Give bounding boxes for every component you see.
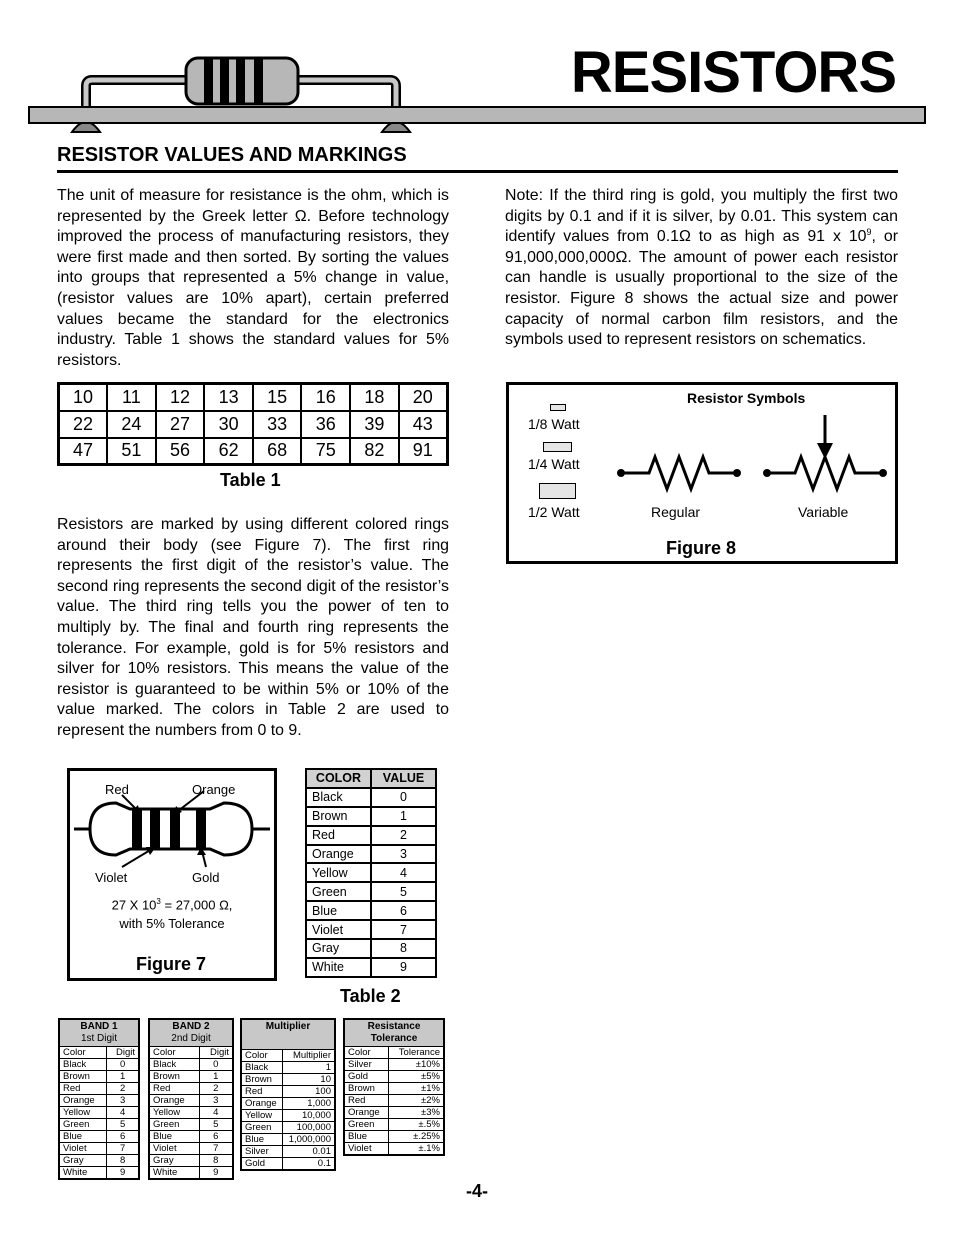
table-row bbox=[149, 1059, 233, 1071]
table-cell: 100 bbox=[282, 1085, 335, 1097]
table-1-cell: 47 bbox=[59, 438, 108, 465]
table-cell: ±10% bbox=[389, 1059, 444, 1071]
col-header: Tolerance bbox=[389, 1047, 444, 1059]
band-2-table bbox=[148, 1018, 234, 1180]
table-cell: Brown bbox=[241, 1073, 282, 1085]
table-1-row bbox=[59, 384, 448, 411]
figure-7-caption: Figure 7 bbox=[136, 954, 207, 974]
table-cell: 0.01 bbox=[282, 1145, 335, 1157]
table-row bbox=[241, 1097, 335, 1109]
col-header: Digit bbox=[107, 1047, 139, 1059]
table-row bbox=[59, 1107, 139, 1119]
table-2-row bbox=[306, 939, 436, 958]
table-cell: Green bbox=[149, 1119, 199, 1131]
col-header: Multiplier bbox=[282, 1049, 335, 1061]
table-cell: Brown bbox=[59, 1071, 107, 1083]
table-1-cell: 51 bbox=[107, 438, 156, 465]
table-row bbox=[344, 1131, 444, 1143]
table-cell: White bbox=[59, 1167, 107, 1180]
col-header: Color bbox=[149, 1047, 199, 1059]
quarter-watt-resistor bbox=[543, 442, 572, 452]
table-row bbox=[149, 1143, 233, 1155]
table-row bbox=[241, 1133, 335, 1145]
table-cell: 1 bbox=[107, 1071, 139, 1083]
table-cell: Red bbox=[149, 1083, 199, 1095]
table-2-row bbox=[306, 882, 436, 901]
table-2-row bbox=[306, 845, 436, 864]
table-1-cell: 20 bbox=[399, 384, 448, 411]
table-row bbox=[149, 1107, 233, 1119]
label-eighth-watt: 1/8 Watt bbox=[528, 416, 580, 432]
table-2-caption: Table 2 bbox=[340, 986, 401, 1006]
table-1-cell: 27 bbox=[156, 411, 205, 438]
paragraph-intro: The unit of measure for resistance is the ohm, which is represented by the Greek letter Ω. Before technology improved the process of manufacturing resistors, they were first made and then sorted. By sorting the values into groups that represented a 5% change in value, (resistor values are 10% apart), certain preferred values became the standard for the electronics industry. Table 1 shows the standard values for 5% resistors. bbox=[57, 187, 449, 369]
table-row bbox=[149, 1119, 233, 1131]
col-header: Color bbox=[344, 1047, 389, 1059]
table-cell: 5 bbox=[199, 1119, 233, 1131]
color-name: Violet bbox=[306, 920, 371, 939]
table-2-header-value: VALUE bbox=[371, 769, 436, 788]
label-regular: Regular bbox=[651, 504, 701, 520]
label-half-watt: 1/2 Watt bbox=[528, 504, 580, 520]
table-row bbox=[241, 1109, 335, 1121]
color-name: White bbox=[306, 958, 371, 977]
table-cell: 0.1 bbox=[282, 1157, 335, 1170]
table-row bbox=[344, 1059, 444, 1071]
color-name: Orange bbox=[306, 845, 371, 864]
table-2 bbox=[305, 768, 437, 978]
table-1-cell: 13 bbox=[204, 384, 253, 411]
table-row bbox=[59, 1059, 139, 1071]
table-1-cell: 36 bbox=[301, 411, 350, 438]
table-row bbox=[344, 1095, 444, 1107]
table-cell: Orange bbox=[344, 1107, 389, 1119]
table-cell: Blue bbox=[149, 1131, 199, 1143]
table-cell: Gold bbox=[241, 1157, 282, 1170]
table-cell: 10 bbox=[282, 1073, 335, 1085]
table-cell: Blue bbox=[344, 1131, 389, 1143]
table-cell: Gray bbox=[59, 1155, 107, 1167]
color-name: Red bbox=[306, 826, 371, 845]
label-variable: Variable bbox=[798, 504, 849, 520]
table-2-row bbox=[306, 863, 436, 882]
table-2-row bbox=[306, 958, 436, 977]
color-name: Black bbox=[306, 788, 371, 807]
table-row bbox=[59, 1167, 139, 1180]
tolerance-table bbox=[343, 1018, 445, 1156]
table-cell: Violet bbox=[344, 1143, 389, 1156]
table-row bbox=[59, 1071, 139, 1083]
table-cell: 2 bbox=[107, 1083, 139, 1095]
table-1-cell: 12 bbox=[156, 384, 205, 411]
section-title: RESISTOR VALUES AND MARKINGS bbox=[57, 144, 407, 166]
color-value: 8 bbox=[371, 939, 436, 958]
table-cell: 3 bbox=[199, 1095, 233, 1107]
half-watt-resistor bbox=[539, 483, 576, 499]
table-1-cell: 68 bbox=[253, 438, 302, 465]
col-header: Color bbox=[59, 1047, 107, 1059]
table-cell: 9 bbox=[107, 1167, 139, 1180]
table-cell: 9 bbox=[199, 1167, 233, 1180]
label-gold: Gold bbox=[192, 870, 220, 885]
table-cell: 5 bbox=[107, 1119, 139, 1131]
table-1-cell: 75 bbox=[301, 438, 350, 465]
label-orange: Orange bbox=[192, 782, 236, 797]
table-1-cell: 15 bbox=[253, 384, 302, 411]
table-1-caption: Table 1 bbox=[220, 470, 281, 490]
table-2-row bbox=[306, 807, 436, 826]
table-cell: 7 bbox=[107, 1143, 139, 1155]
table-cell: Brown bbox=[149, 1071, 199, 1083]
table-2-header-color: COLOR bbox=[306, 769, 371, 788]
table-cell: Red bbox=[344, 1095, 389, 1107]
table-cell: ±1% bbox=[389, 1083, 444, 1095]
table-cell: 1 bbox=[282, 1061, 335, 1073]
table-cell: Red bbox=[241, 1085, 282, 1097]
table-cell: 8 bbox=[199, 1155, 233, 1167]
table-cell: 8 bbox=[107, 1155, 139, 1167]
band-2-subtitle: 2nd Digit bbox=[171, 1033, 211, 1044]
table-1-cell: 56 bbox=[156, 438, 205, 465]
color-value: 3 bbox=[371, 845, 436, 864]
color-value: 0 bbox=[371, 788, 436, 807]
table-row bbox=[149, 1095, 233, 1107]
figure-8 bbox=[506, 382, 898, 564]
table-1-cell: 18 bbox=[350, 384, 399, 411]
table-cell: Blue bbox=[59, 1131, 107, 1143]
table-cell: Black bbox=[149, 1059, 199, 1071]
label-red: Red bbox=[105, 782, 129, 797]
table-cell: 4 bbox=[107, 1107, 139, 1119]
table-2-row bbox=[306, 826, 436, 845]
regular-resistor-symbol bbox=[609, 443, 749, 503]
table-row bbox=[59, 1083, 139, 1095]
color-name: Blue bbox=[306, 901, 371, 920]
table-cell: Orange bbox=[241, 1097, 282, 1109]
multiplier-table bbox=[240, 1018, 336, 1171]
table-row bbox=[149, 1155, 233, 1167]
table-cell: 2 bbox=[199, 1083, 233, 1095]
table-cell: ±.1% bbox=[389, 1143, 444, 1156]
table-row bbox=[59, 1131, 139, 1143]
table-row bbox=[344, 1107, 444, 1119]
table-cell: 1 bbox=[199, 1071, 233, 1083]
table-cell: ±2% bbox=[389, 1095, 444, 1107]
table-cell: 7 bbox=[199, 1143, 233, 1155]
color-name: Green bbox=[306, 882, 371, 901]
table-1-cell: 33 bbox=[253, 411, 302, 438]
tolerance-title: Resistance bbox=[367, 1021, 421, 1032]
table-cell: Silver bbox=[241, 1145, 282, 1157]
table-cell: 0 bbox=[107, 1059, 139, 1071]
table-cell: Violet bbox=[149, 1143, 199, 1155]
table-1-cell: 24 bbox=[107, 411, 156, 438]
table-1-cell: 62 bbox=[204, 438, 253, 465]
table-1-cell: 43 bbox=[399, 411, 448, 438]
color-name: Gray bbox=[306, 939, 371, 958]
table-2-row bbox=[306, 788, 436, 807]
table-1-cell: 91 bbox=[399, 438, 448, 465]
formula: 27 X $10^3 = 27,000$ Ω, bbox=[111, 897, 233, 913]
table-2-row bbox=[306, 920, 436, 939]
band-1-title: BAND 1 bbox=[80, 1021, 118, 1032]
table-cell: Orange bbox=[59, 1095, 107, 1107]
table-cell: Violet bbox=[59, 1143, 107, 1155]
figure-7 bbox=[67, 768, 277, 981]
table-cell: Silver bbox=[344, 1059, 389, 1071]
table-row bbox=[59, 1119, 139, 1131]
table-1-cell: 10 bbox=[59, 384, 108, 411]
band-1-subtitle: 1st Digit bbox=[80, 1033, 118, 1044]
table-cell: 0 bbox=[199, 1059, 233, 1071]
table-cell: 6 bbox=[107, 1131, 139, 1143]
table-2-row bbox=[306, 901, 436, 920]
color-value: 4 bbox=[371, 863, 436, 882]
table-cell: 1,000 bbox=[282, 1097, 335, 1109]
eighth-watt-resistor bbox=[550, 404, 566, 411]
table-cell: Green bbox=[344, 1119, 389, 1131]
table-1-row bbox=[59, 438, 448, 465]
table-1-cell: 16 bbox=[301, 384, 350, 411]
color-value: 7 bbox=[371, 920, 436, 939]
table-cell: Red bbox=[59, 1083, 107, 1095]
paragraph-markings: Resistors are marked by using different colored rings around their body (see Figure 7). The first ring represents the first digit of the resistor’s value. The second ring represents the second digit of the resistor’s value. The third ring tells you the power of ten to multiply by. The final and fourth ring represents the tolerance. For example, gold is for 5% resistors and silver for 10% resistors. This means the value of the resistor is guaranteed to be within 5% or 10% of the value marked. The colors in Table 2 are used to represent the numbers from 0 to 9. bbox=[57, 516, 449, 739]
table-cell: 1,000,000 bbox=[282, 1133, 335, 1145]
table-row bbox=[149, 1071, 233, 1083]
table-cell: Yellow bbox=[149, 1107, 199, 1119]
label-violet: Violet bbox=[95, 870, 128, 885]
table-cell: 4 bbox=[199, 1107, 233, 1119]
table-row bbox=[149, 1083, 233, 1095]
resistor-illustration bbox=[28, 50, 448, 140]
color-value: 1 bbox=[371, 807, 436, 826]
table-row bbox=[241, 1145, 335, 1157]
tolerance-subtitle: Tolerance bbox=[370, 1033, 418, 1044]
color-name: Brown bbox=[306, 807, 371, 826]
table-row bbox=[149, 1131, 233, 1143]
page-number: -4- bbox=[466, 1181, 488, 1201]
band-2-title: BAND 2 bbox=[172, 1021, 210, 1032]
table-1 bbox=[57, 382, 449, 466]
page-title: RESISTORS bbox=[570, 40, 896, 105]
table-row bbox=[149, 1167, 233, 1180]
color-name: Yellow bbox=[306, 863, 371, 882]
table-cell: White bbox=[149, 1167, 199, 1180]
paragraph-note: Note: If the third ring is gold, you multiply the first two digits by 0.1 and if it is silver, by 0.01. This system can identify values from 0.1Ω to as high as 91 x $10^9$, or 91,000,000,000Ω. The amount of power each resistor can handle is usually proportional to the size of the resistor. Figure 8 shows the actual size and power capacity of normal carbon film resistors, and the symbols used to represent resistors on schematics. bbox=[505, 187, 898, 349]
label-quarter-watt: 1/4 Watt bbox=[528, 456, 580, 472]
table-cell: Gray bbox=[149, 1155, 199, 1167]
table-cell: ±5% bbox=[389, 1071, 444, 1083]
table-row bbox=[59, 1095, 139, 1107]
color-value: 9 bbox=[371, 958, 436, 977]
table-row bbox=[344, 1119, 444, 1131]
table-cell: Yellow bbox=[59, 1107, 107, 1119]
figure-8-caption: Figure 8 bbox=[666, 538, 737, 558]
color-value: 5 bbox=[371, 882, 436, 901]
table-row bbox=[241, 1073, 335, 1085]
table-row bbox=[344, 1083, 444, 1095]
table-cell: ±3% bbox=[389, 1107, 444, 1119]
resistor-symbols-title: Resistor Symbols bbox=[687, 390, 806, 406]
formula-tolerance: with 5% Tolerance bbox=[119, 916, 225, 931]
table-1-cell: 82 bbox=[350, 438, 399, 465]
table-1-cell: 22 bbox=[59, 411, 108, 438]
table-cell: 3 bbox=[107, 1095, 139, 1107]
table-row bbox=[241, 1061, 335, 1073]
table-row bbox=[241, 1085, 335, 1097]
table-row bbox=[344, 1071, 444, 1083]
table-cell: Black bbox=[59, 1059, 107, 1071]
table-row bbox=[241, 1121, 335, 1133]
table-cell: Gold bbox=[344, 1071, 389, 1083]
table-1-cell: 39 bbox=[350, 411, 399, 438]
table-row bbox=[59, 1143, 139, 1155]
table-cell: ±.5% bbox=[389, 1119, 444, 1131]
table-row bbox=[59, 1155, 139, 1167]
table-cell: Black bbox=[241, 1061, 282, 1073]
table-cell: 6 bbox=[199, 1131, 233, 1143]
table-cell: 10,000 bbox=[282, 1109, 335, 1121]
table-1-cell: 30 bbox=[204, 411, 253, 438]
color-value: 6 bbox=[371, 901, 436, 920]
table-cell: Blue bbox=[241, 1133, 282, 1145]
section-rule bbox=[57, 170, 898, 173]
table-cell: Yellow bbox=[241, 1109, 282, 1121]
table-cell: Brown bbox=[344, 1083, 389, 1095]
table-cell: Green bbox=[59, 1119, 107, 1131]
table-row bbox=[344, 1143, 444, 1156]
table-1-cell: 11 bbox=[107, 384, 156, 411]
header-bar bbox=[28, 106, 926, 124]
band-1-table bbox=[58, 1018, 140, 1180]
table-1-row bbox=[59, 411, 448, 438]
variable-resistor-symbol bbox=[755, 413, 895, 503]
col-header: Digit bbox=[199, 1047, 233, 1059]
table-row bbox=[241, 1157, 335, 1170]
table-cell: Green bbox=[241, 1121, 282, 1133]
table-cell: 100,000 bbox=[282, 1121, 335, 1133]
table-cell: Orange bbox=[149, 1095, 199, 1107]
multiplier-title: Multiplier bbox=[265, 1021, 311, 1032]
col-header: Color bbox=[241, 1049, 282, 1061]
table-cell: ±.25% bbox=[389, 1131, 444, 1143]
color-value: 2 bbox=[371, 826, 436, 845]
